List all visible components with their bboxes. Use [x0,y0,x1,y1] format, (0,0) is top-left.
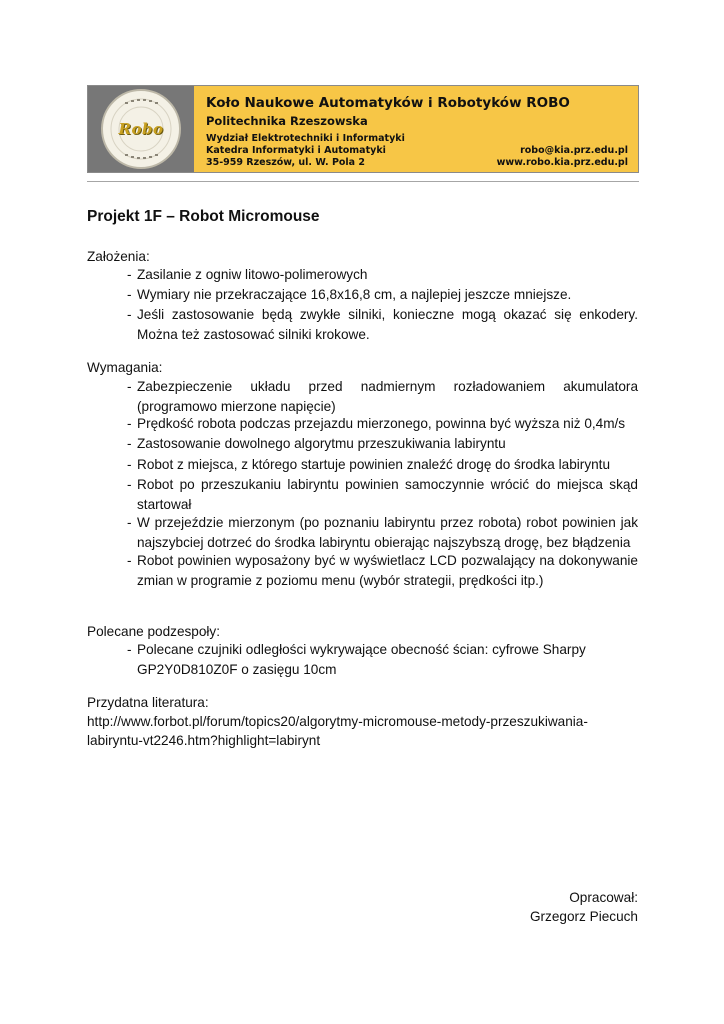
section-heading-components: Polecane podzespoły: [87,624,221,639]
author-name: Grzegorz Piecuch [529,909,638,924]
club-name: Koło Naukowe Automatyków i Robotyków ROBO [206,95,570,111]
header-banner [87,85,639,173]
list-item: - Jeśli zastosowanie będą zwykłe silniki, konieczne mogą okazać się enkodery. Można też zastosować silniki krokowe. [127,307,638,342]
list-item: - Polecane czujniki odległości wykrywające obecność ścian: cyfrowe Sharpy GP2Y0D810Z0F o zasięgu 10cm [127,642,586,677]
banner-text [194,86,638,172]
list-item: - Zabezpieczenie układu przed nadmiernym rozładowaniem akumulatora (programowo mierzone napięcie) [127,379,638,414]
author-label: Opracował: [569,890,638,905]
section-heading-literature: Przydatna literatura: [87,695,209,710]
contact-email[interactable]: robo@kia.prz.edu.pl [520,145,628,156]
header-divider [87,181,639,182]
document-title: Projekt 1F – Robot Micromouse [87,208,320,225]
section-heading-requirements: Wymagania: [87,360,163,375]
department-name: Katedra Informatyki i Automatyki [206,145,386,156]
faculty-name: Wydział Elektrotechniki i Informatyki [206,133,405,144]
list-item: - Zasilanie z ogniw litowo-polimerowych [127,267,368,282]
literature-link-continued[interactable]: labiryntu-vt2246.htm?highlight=labirynt [87,733,321,748]
logo-word: Robo [118,120,164,138]
logo-panel [88,86,194,172]
list-item: - W przejeździe mierzonym (po poznaniu labiryntu przez robota) robot powinien jak najszybciej dotrzeć do środka labiryntu obierając najszybszą drogę, bez błądzenia [127,515,638,550]
section-heading-assumptions: Założenia: [87,249,150,264]
address: 35-959 Rzeszów, ul. W. Pola 2 [206,157,366,168]
literature-link[interactable]: http://www.forbot.pl/forum/topics20/algorytmy-micromouse-metody-przeszukiwania- [87,714,588,729]
club-logo [101,89,181,169]
list-item: - Robot po przeszukaniu labiryntu powinien samoczynnie wrócić do miejsca skąd startował [127,477,638,512]
contact-website[interactable]: www.robo.kia.prz.edu.pl [496,157,628,168]
list-item: - Robot z miejsca, z którego startuje powinien znaleźć drogę do środka labiryntu [127,457,611,472]
list-item: - Zastosowanie dowolnego algorytmu przeszukiwania labiryntu [127,436,506,451]
list-item: - Prędkość robota podczas przejazdu mierzonego, powinna być wyższa niż 0,4m/s [127,416,626,431]
university-name: Politechnika Rzeszowska [206,114,368,128]
list-item: - Robot powinien wyposażony być w wyświetlacz LCD pozwalający na dokonywanie zmian w programie z poziomu menu (wybór strategii, prędkości itp.) [127,553,638,588]
list-item: - Wymiary nie przekraczające 16,8x16,8 cm, a najlepiej jeszcze mniejsze. [127,287,572,302]
